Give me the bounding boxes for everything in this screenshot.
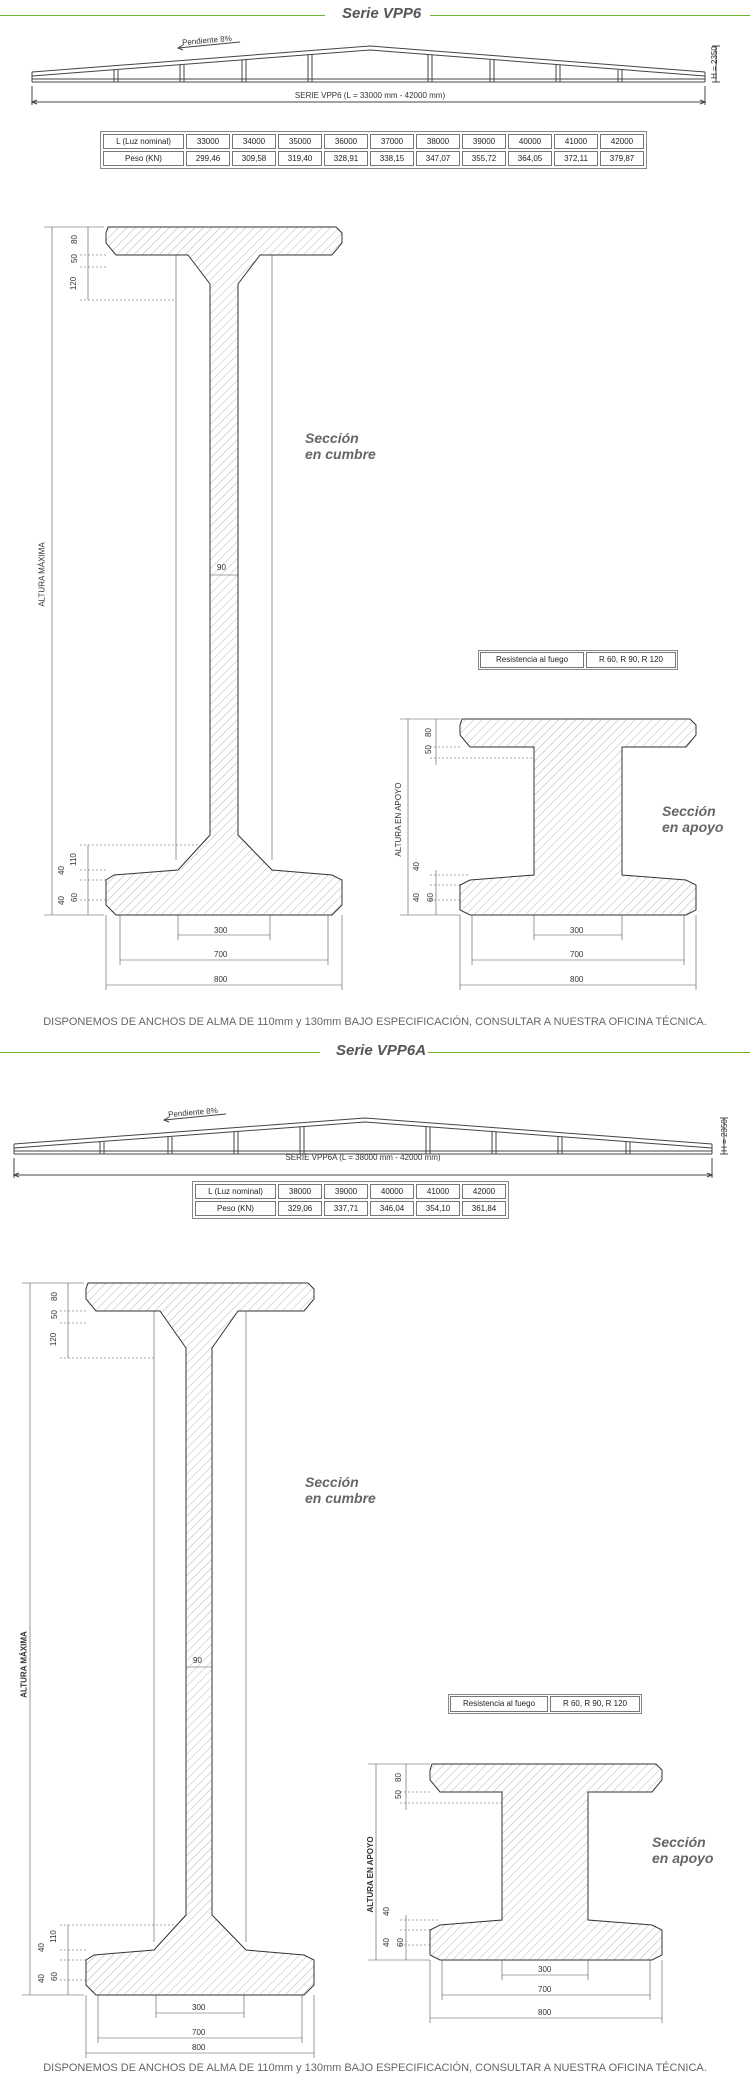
- dim-bottom-110: 110: [68, 853, 78, 866]
- crest-label-line2: en cumbre: [305, 1490, 376, 1506]
- crest-section-drawing: [0, 210, 360, 1000]
- dim-bottom-60: 60: [49, 1972, 59, 1981]
- table-cell: 337,71: [324, 1201, 368, 1216]
- dim-width-700: 700: [192, 2028, 206, 2037]
- crest-label-line1: Sección: [305, 1474, 359, 1490]
- table-row-weights: [195, 1201, 506, 1216]
- support-dim-width-800: 800: [570, 975, 584, 984]
- table-cell: 37000: [370, 134, 414, 149]
- table-cell: 38000: [278, 1184, 322, 1199]
- table-cell: 347,07: [416, 151, 460, 166]
- fire-resistance-box: [478, 650, 678, 670]
- fire-resistance-box: [448, 1694, 642, 1714]
- table-cell: 33000: [186, 134, 230, 149]
- support-dim-top-50: 50: [393, 1790, 403, 1799]
- dim-top-120: 120: [69, 276, 79, 291]
- dim-bottom-40b: 40: [56, 896, 66, 905]
- table-cell: 328,91: [324, 151, 368, 166]
- fire-resistance-label: Resistencia al fuego: [450, 1696, 548, 1712]
- weights-table: [100, 131, 647, 169]
- fire-resistance-value: R 60, R 90, R 120: [550, 1696, 640, 1712]
- dim-web: 90: [193, 1656, 202, 1665]
- table-cell: 299,46: [186, 151, 230, 166]
- support-section-drawing: [390, 710, 700, 1000]
- dim-bottom-40b: 40: [36, 1974, 46, 1983]
- table-cell: 39000: [462, 134, 506, 149]
- support-section-outline: [430, 1764, 662, 1960]
- altura-apoyo-label: ALTURA EN APOYO: [394, 782, 403, 857]
- table-row-label: Peso (KN): [195, 1201, 276, 1216]
- header-divider-left: [0, 1052, 320, 1053]
- height-label: H = 2350: [709, 46, 719, 79]
- dim-bottom-110: 110: [48, 1930, 58, 1943]
- table-row-label: L (Luz nominal): [103, 134, 184, 149]
- table-cell: 372,11: [554, 151, 598, 166]
- support-dim-bottom-40a: 40: [411, 862, 421, 871]
- support-dim-top-80: 80: [393, 1773, 403, 1782]
- support-section-label: [652, 1834, 713, 1866]
- support-dim-width-800: 800: [538, 2008, 552, 2017]
- table-row-lengths: [195, 1184, 506, 1199]
- dim-top-50: 50: [49, 1310, 59, 1319]
- dim-width-800: 800: [192, 2043, 206, 2052]
- web-width-note: DISPONEMOS DE ANCHOS DE ALMA DE 110mm y 130mm BAJO ESPECIFICACIÓN, CONSULTAR A NUESTRA OFICINA TÉCNICA.: [43, 1016, 707, 1028]
- table-row-label: L (Luz nominal): [195, 1184, 276, 1199]
- table-cell: 40000: [508, 134, 552, 149]
- beam-elevation: [0, 1102, 750, 1184]
- table-cell: 39000: [324, 1184, 368, 1199]
- crest-label-line1: Sección: [305, 430, 359, 446]
- dim-bottom-60: 60: [69, 893, 79, 902]
- support-dim-width-300: 300: [570, 926, 584, 935]
- fire-resistance-value: R 60, R 90, R 120: [586, 652, 676, 668]
- table-cell: 40000: [370, 1184, 414, 1199]
- table-cell: 42000: [600, 134, 644, 149]
- support-label-line1: Sección: [662, 803, 716, 819]
- dim-width-800: 800: [214, 975, 228, 984]
- crest-section-label: [305, 430, 376, 462]
- weights-table: [192, 1181, 509, 1219]
- slope-label: Pendiente 8%: [167, 1105, 219, 1120]
- crest-section-outline: [86, 1283, 314, 1995]
- support-dim-top-50: 50: [423, 745, 433, 754]
- table-cell: 319,40: [278, 151, 322, 166]
- dim-bottom-40a: 40: [36, 1943, 46, 1952]
- series-title: Serie VPP6: [342, 5, 422, 22]
- table-cell: 355,72: [462, 151, 506, 166]
- table-cell: 364,05: [508, 151, 552, 166]
- altura-maxima-label: ALTURA MÁXIMA: [19, 1631, 29, 1698]
- span-label: SERIE VPP6A (L = 38000 mm - 42000 mm): [285, 1153, 441, 1162]
- dim-top-80: 80: [49, 1292, 59, 1301]
- support-dim-bottom-40b: 40: [381, 1938, 391, 1947]
- dim-width-300: 300: [192, 2003, 206, 2012]
- table-cell: 42000: [462, 1184, 506, 1199]
- series-vpp6a: [0, 1040, 750, 2081]
- table-cell: 41000: [554, 134, 598, 149]
- table-cell: 354,10: [416, 1201, 460, 1216]
- support-label-line2: en apoyo: [662, 819, 724, 835]
- header-divider-left: [0, 15, 325, 16]
- height-label: H = 2350: [719, 1119, 729, 1152]
- span-label: SERIE VPP6 (L = 33000 mm - 42000 mm): [294, 91, 446, 100]
- table-cell: 346,04: [370, 1201, 414, 1216]
- dim-bottom-40a: 40: [56, 866, 66, 875]
- dim-width-700: 700: [214, 950, 228, 959]
- table-cell: 36000: [324, 134, 368, 149]
- table-row-lengths: [103, 134, 644, 149]
- support-label-line1: Sección: [652, 1834, 706, 1850]
- support-dim-bottom-60: 60: [425, 893, 435, 902]
- series-vpp6: [0, 0, 750, 1040]
- support-dim-bottom-40a: 40: [381, 1907, 391, 1916]
- fire-resistance-label: Resistencia al fuego: [480, 652, 584, 668]
- table-cell: 338,15: [370, 151, 414, 166]
- crest-section-label: [305, 1474, 376, 1506]
- table-cell: 35000: [278, 134, 322, 149]
- header-divider-right: [428, 1052, 750, 1053]
- support-section-label: [662, 803, 723, 835]
- support-dim-top-80: 80: [423, 728, 433, 737]
- table-cell: 309,58: [232, 151, 276, 166]
- crest-label-line2: en cumbre: [305, 446, 376, 462]
- support-dim-width-300: 300: [538, 1965, 552, 1974]
- support-dim-bottom-40b: 40: [411, 893, 421, 902]
- table-cell: 38000: [416, 134, 460, 149]
- support-label-line2: en apoyo: [652, 1850, 714, 1866]
- dim-top-80: 80: [69, 235, 79, 244]
- table-cell: 379,87: [600, 151, 644, 166]
- altura-maxima-label: ALTURA MÁXIMA: [37, 542, 47, 607]
- support-dim-width-700: 700: [538, 1985, 552, 1994]
- support-section-drawing: [360, 1755, 680, 2055]
- table-row-label: Peso (KN): [103, 151, 184, 166]
- table-row-weights: [103, 151, 644, 166]
- dim-top-50: 50: [69, 254, 79, 263]
- altura-apoyo-label: ALTURA EN APOYO: [366, 1836, 375, 1913]
- series-title: Serie VPP6A: [336, 1042, 427, 1059]
- series-header: [0, 3, 750, 27]
- series-header: [0, 1040, 750, 1064]
- web-width-note: DISPONEMOS DE ANCHOS DE ALMA DE 110mm y 130mm BAJO ESPECIFICACIÓN, CONSULTAR A NUESTRA OFICINA TÉCNICA.: [43, 2062, 707, 2074]
- table-cell: 41000: [416, 1184, 460, 1199]
- header-divider-right: [430, 15, 750, 16]
- support-section-outline: [460, 719, 696, 915]
- table-cell: 34000: [232, 134, 276, 149]
- dim-top-120: 120: [49, 1332, 59, 1347]
- dim-web: 90: [217, 563, 226, 572]
- support-dim-bottom-60: 60: [395, 1938, 405, 1947]
- slope-label: Pendiente 8%: [181, 33, 233, 48]
- table-cell: 329,06: [278, 1201, 322, 1216]
- table-cell: 361,84: [462, 1201, 506, 1216]
- support-dim-width-700: 700: [570, 950, 584, 959]
- dim-width-300: 300: [214, 926, 228, 935]
